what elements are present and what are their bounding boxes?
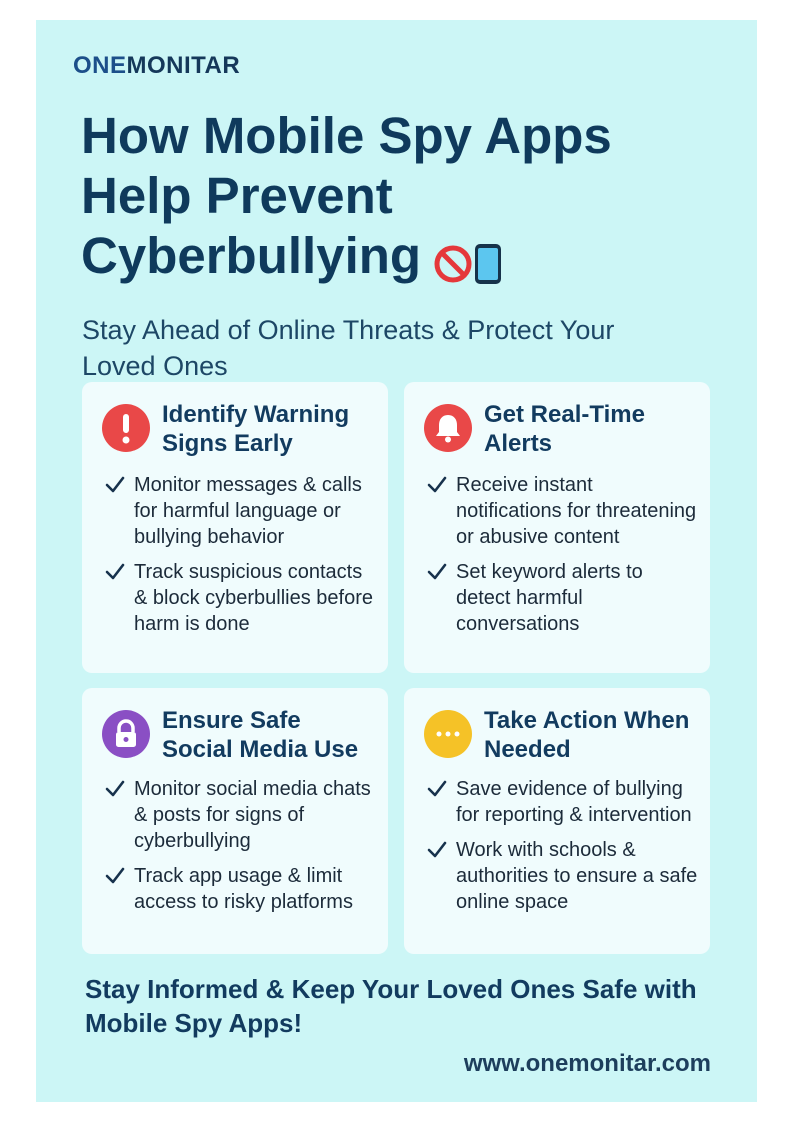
list-item: [424, 776, 702, 828]
page-title: [81, 106, 721, 290]
checkmark-icon: [104, 778, 126, 800]
checkmark-icon: [104, 474, 126, 496]
no-entry-icon: [433, 244, 473, 284]
exclamation-icon: [102, 404, 150, 452]
card-take-action: [404, 688, 710, 954]
card-list: [424, 776, 702, 924]
list-item: [424, 559, 702, 637]
checkmark-icon: [426, 778, 448, 800]
mobile-phone-icon: [473, 242, 503, 286]
title-icons: [433, 230, 503, 290]
brand-logo: [73, 52, 240, 80]
card-identify-warning-signs: [82, 382, 388, 673]
list-item-text: Track app usage & limit access to risky platforms: [134, 865, 353, 913]
card-header: [102, 400, 378, 458]
logo-part-one: ONE: [73, 52, 127, 79]
website-link[interactable]: www.onemonitar.com: [463, 1050, 711, 1077]
footer-tagline: Stay Informed & Keep Your Loved Ones Safe with Mobile Spy Apps!: [85, 974, 697, 1038]
checkmark-icon: [426, 474, 448, 496]
card-header: [424, 400, 700, 458]
checkmark-icon: [104, 865, 126, 887]
card-header: [102, 706, 378, 764]
card-title: Ensure Safe Social Media Use: [162, 707, 359, 763]
list-item: [102, 863, 380, 915]
card-title: Take Action When Needed: [484, 707, 690, 763]
list-item-text: Set keyword alerts to detect harmful conversations: [456, 561, 643, 635]
lock-icon: [102, 710, 150, 758]
list-item-text: Track suspicious contacts & block cyberbullies before harm is done: [134, 561, 374, 635]
card-real-time-alerts: [404, 382, 710, 673]
card-title: Get Real-Time Alerts: [484, 401, 645, 457]
list-item: [102, 472, 380, 550]
list-item: [102, 559, 380, 637]
list-item-text: Save evidence of bullying for reporting & intervention: [456, 778, 692, 826]
card-list: [102, 776, 380, 924]
checkmark-icon: [426, 839, 448, 861]
title-text: How Mobile Spy Apps Help Prevent Cyberbullying: [81, 107, 612, 284]
card-safe-social-media: [82, 688, 388, 954]
list-item: [424, 472, 702, 550]
list-item-text: Monitor social media chats & posts for signs of cyberbullying: [134, 778, 371, 852]
logo-part-two: MONITAR: [126, 52, 241, 79]
checkmark-icon: [426, 561, 448, 583]
list-item: [102, 776, 380, 854]
card-list: [102, 472, 380, 646]
list-item: [424, 837, 702, 915]
card-title: Identify Warning Signs Early: [162, 401, 350, 457]
list-item-text: Work with schools & authorities to ensure a safe online space: [456, 839, 698, 913]
list-item-text: Receive instant notifications for threatening or abusive content: [456, 474, 697, 548]
checkmark-icon: [104, 561, 126, 583]
speech-bubble-icon: [424, 710, 472, 758]
infographic-poster: [36, 20, 757, 1102]
card-list: [424, 472, 702, 646]
subtitle: Stay Ahead of Online Threats & Protect Your Loved Ones: [82, 315, 615, 381]
card-header: [424, 706, 700, 764]
list-item-text: Monitor messages & calls for harmful language or bullying behavior: [134, 474, 362, 548]
bell-icon: [424, 404, 472, 452]
